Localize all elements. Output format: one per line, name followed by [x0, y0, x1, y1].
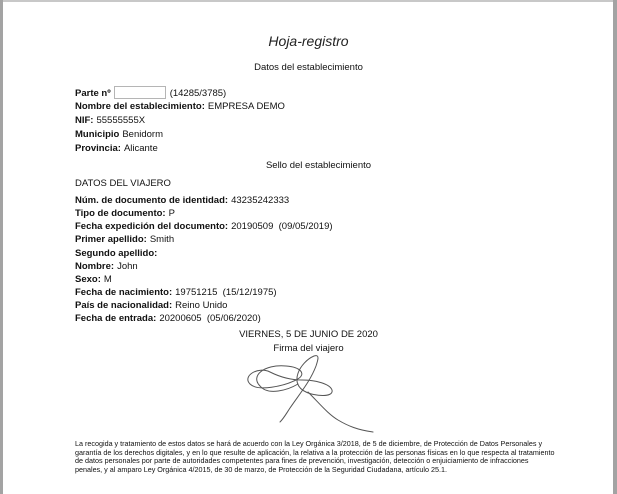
second-surname-row — [75, 248, 160, 259]
establishment-stamp-label: Sello del establecimiento — [265, 160, 372, 171]
doc-type-row — [75, 208, 175, 219]
parte-number-input[interactable] — [114, 86, 166, 99]
first-surname-value: Smith — [149, 234, 175, 245]
signature-label: Firma del viajero — [273, 343, 344, 354]
establishment-name-value: EMPRESA DEMO — [207, 101, 285, 112]
doc-type-label: Tipo de documento: — [75, 208, 166, 219]
provincia-row — [75, 143, 158, 154]
municipio-value: Benidorm — [122, 129, 163, 140]
doc-type-value: P — [168, 208, 175, 219]
first-name-row — [75, 261, 138, 272]
establishment-name-row — [75, 101, 285, 112]
nationality-label: País de nacionalidad: — [75, 300, 173, 311]
first-surname-row — [75, 234, 174, 245]
first-name-label: Nombre: — [75, 261, 115, 272]
first-surname-label: Primer apellido: — [75, 234, 147, 245]
sex-label: Sexo: — [75, 274, 101, 285]
doc-issue-row — [75, 221, 333, 232]
parte-row — [75, 86, 226, 99]
first-name-value: John — [117, 261, 138, 272]
viewer-right-border — [613, 0, 617, 494]
doc-issue-label: Fecha expedición del documento: — [75, 221, 229, 232]
nif-row — [75, 115, 145, 126]
doc-number-value: 43235242333 — [231, 195, 290, 206]
nif-label: NIF: — [75, 115, 94, 126]
doc-number-row — [75, 195, 289, 206]
nif-value: 55555555X — [96, 115, 146, 126]
parte-label: Parte nº — [75, 88, 111, 99]
parte-reference: (14285/3785) — [169, 88, 227, 99]
date-line: VIERNES, 5 DE JUNIO DE 2020 — [239, 329, 378, 340]
birth-date-value: 19751215 (15/12/1975) — [175, 287, 277, 298]
entry-date-label: Fecha de entrada: — [75, 313, 157, 324]
doc-number-label: Núm. de documento de identidad: — [75, 195, 229, 206]
provincia-value: Alicante — [123, 143, 158, 154]
birth-date-row — [75, 287, 277, 298]
provincia-label: Provincia: — [75, 143, 121, 154]
sex-value: M — [103, 274, 112, 285]
establishment-name-label: Nombre del establecimiento: — [75, 101, 205, 112]
entry-date-value: 20200605 (05/06/2020) — [159, 313, 261, 324]
document-title: Hoja-registro — [268, 33, 349, 49]
second-surname-label: Segundo apellido: — [75, 248, 158, 259]
nationality-value: Reino Unido — [175, 300, 228, 311]
legal-notice: La recogida y tratamiento de estos datos se hará de acuerdo con la Ley Orgánica 3/2018, de 5 de diciembre, de Protección de Datos Personales y garantía de los derechos digitales, y en lo que resulte de aplicación, la relativa a la protección de las personas físicas en lo que respecta al tratamiento de datos personales por parte de autoridades competentes para fines de prevención, investigación, detección o enjuiciamiento de infracciones penales, y al amparo Ley Orgánica 4/2015, de 30 de marzo, de Protección de la Seguridad Ciudadana, artículo 25.1. — [75, 439, 555, 474]
municipio-row — [75, 129, 163, 140]
sex-row — [75, 274, 112, 285]
traveler-signature — [228, 352, 388, 442]
traveler-section-title: DATOS DEL VIAJERO — [75, 178, 171, 189]
nationality-row — [75, 300, 227, 311]
municipio-label: Municipio — [75, 129, 120, 140]
birth-date-label: Fecha de nacimiento: — [75, 287, 173, 298]
doc-issue-value: 20190509 (09/05/2019) — [231, 221, 333, 232]
entry-date-row — [75, 313, 261, 324]
establishment-section-title: Datos del establecimiento — [254, 62, 363, 73]
